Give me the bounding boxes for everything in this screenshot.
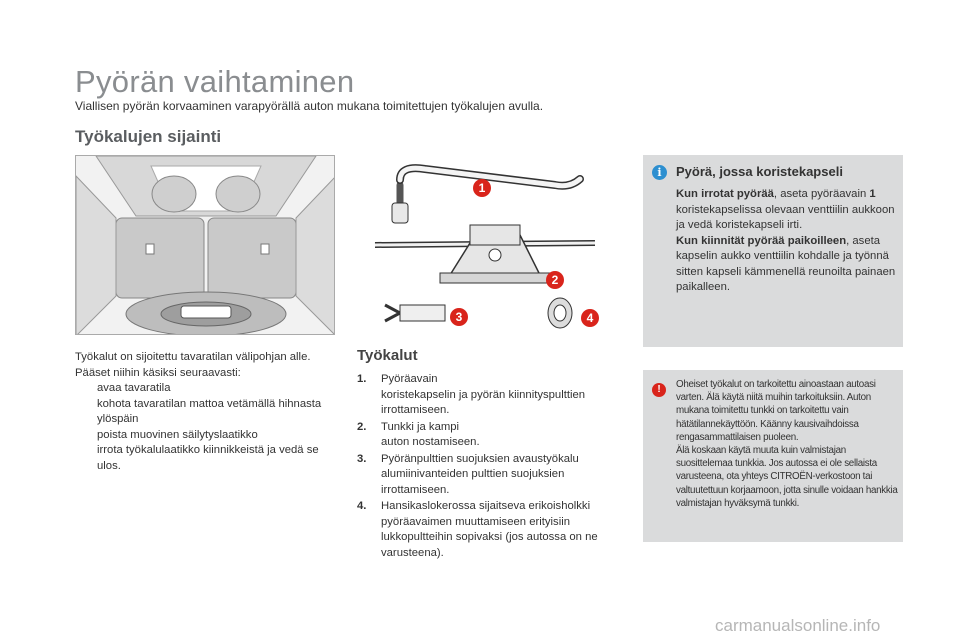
item-number: 3. [357,452,367,465]
list-item: poista muovinen säilytyslaatikko [97,428,258,441]
item-name: Pyöränpulttien suojuksien avaustyökalu [381,452,579,465]
info-paragraph-2: Kun kiinnität pyörää paikoilleen, aseta kapselin aukko venttiilin kohdalle ja työnnä sitten kapseli kämmenellä reunoilta painaen paikalleen. [676,234,896,293]
item-desc: alumiinivanteiden pulttien suojuksien irrottamiseen. [381,468,565,496]
svg-text:3: 3 [455,310,463,324]
trunk-photo [75,155,335,335]
info-icon: i [652,165,667,180]
location-steps [75,381,345,474]
list-item: kohota tavaratilan mattoa vetämällä hihnasta ylöspäin [97,397,322,425]
tools-drawing [355,155,620,340]
callout-1 [473,179,491,197]
info-title: Pyörä, jossa koristekapseli [676,164,843,179]
item-number: 2. [357,420,367,433]
warning-body [676,378,898,510]
list-item [357,452,622,499]
info-paragraph-1: Kun irrotat pyörää, aseta pyöräavain 1 koristekapselissa olevaan venttiilin aukkoon ja vedä koristekapseli irti. [676,188,895,231]
item-number: 4. [357,500,367,512]
warning-paragraph-1: Oheiset työkalut on tarkoitettu ainoastaan autoasi varten. Älä käytä niitä muihin tarkoituksiin. Auton mukana toimitettu tunkki on tarkoitettu vain hätätilannekäyttöön. Käänny kausivaihdoissa rengasammattilaisen puoleen. [676,379,876,443]
item-name: Tunkki ja kampi [381,420,460,433]
location-text [75,350,345,474]
tools-heading: Työkalut [357,347,418,364]
item-desc: auton nostamiseen. [381,436,480,448]
item-number: 1. [357,373,367,385]
svg-text:2: 2 [551,273,559,287]
item-desc: koristekapselin ja pyörän kiinnityspulttien irrottamiseen. [381,388,586,416]
page-subtitle: Viallisen pyörän korvaaminen varapyörällä auton mukana toimitettujen työkalujen avulla. [75,99,544,113]
list-item [357,499,622,561]
tools-list [357,372,622,562]
trunk-illustration [76,156,335,335]
item-name: Hansikaslokerossa sijaitseva erikoisholkki [381,500,591,512]
item-name: Pyöräavain [381,373,438,385]
svg-text:4: 4 [586,311,594,325]
list-item: avaa tavaratila [97,382,171,394]
page-title: Pyörän vaihtaminen [75,64,355,99]
list-item: irrota työkalulaatikko kiinnikkeistä ja vedä se ulos. [97,444,319,472]
callout-2 [546,271,564,289]
callout-4 [581,309,599,327]
warning-box [643,370,903,542]
info-body [676,187,898,296]
location-intro: Työkalut on sijoitettu tavaratilan välipohjan alle. Pääset niihin käsiksi seuraavasti: [75,351,311,379]
section-title: Työkalujen sijainti [75,127,222,146]
callout-3 [450,308,468,326]
list-item [357,372,622,419]
info-box [643,155,903,347]
warning-icon: ! [652,383,666,397]
warning-paragraph-2: Älä koskaan käytä muuta kuin valmistajan suosittelemaa tunkkia. Jos autossa ei ole sellaista varusteena, ota yhteys CITROËN-verkostoon tai valtuutettuun korjaamoon, jotta sinulle voidaan hankkia valmistajan hyväksymä tunkki. [676,445,898,509]
watermark: carmanualsonline.info [715,616,881,635]
tools-illustration [355,155,620,340]
item-desc: pyöräavaimen muuttamiseen erityisiin lukkopultteihin sopivaksi (jos autossa on ne varusteena). [381,515,598,559]
svg-text:1: 1 [478,181,486,195]
list-item [357,420,622,451]
